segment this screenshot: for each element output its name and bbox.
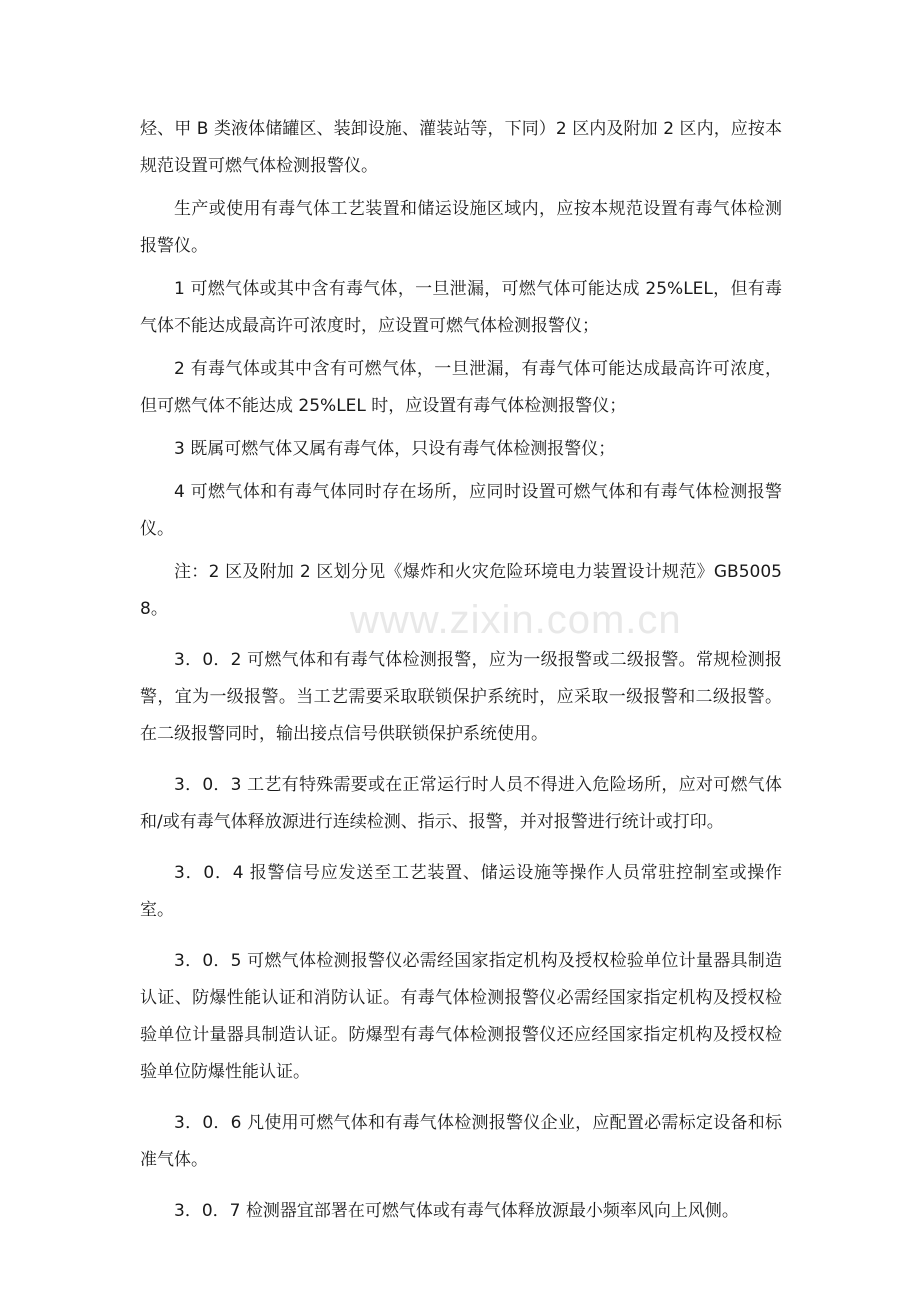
paragraph-item-2: 2 有毒气体或其中含有可燃气体，一旦泄漏，有毒气体可能达成最高许可浓度，但可燃气体不能达成 25%LEL 时，应设置有毒气体检测报警仪； (140, 359, 782, 416)
paragraph-3-0-2: 3．0．2 可燃气体和有毒气体检测报警，应为一级报警或二级报警。常规检测报警，宜为一级报警。当工艺需要采取联锁保护系统时，应采取一级报警和二级报警。在二级报警同时，输出接点信号供联锁保护系统使用。 (140, 650, 782, 744)
paragraph-3-0-7: 3．0．7 检测器宜部署在可燃气体或有毒气体释放源最小频率风向上风侧。 (174, 1201, 739, 1221)
paragraph-item-4: 4 可燃气体和有毒气体同时存在场所，应同时设置可燃气体和有毒气体检测报警仪。 (140, 482, 782, 539)
paragraph-toxic-gas: 生产或使用有毒气体工艺装置和储运设施区域内，应按本规范设置有毒气体检测报警仪。 (140, 199, 782, 256)
paragraph-note: 注：2 区及附加 2 区划分见《爆炸和火灾危险环境电力装置设计规范》GB50058。 (140, 562, 782, 619)
paragraph-3-0-6: 3．0．6 凡使用可燃气体和有毒气体检测报警仪企业，应配置必需标定设备和标准气体。 (140, 1113, 782, 1170)
paragraph-3-0-4: 3．0．4 报警信号应发送至工艺装置、储运设施等操作人员常驻控制室或操作室。 (140, 863, 782, 920)
paragraph-item-3: 3 既属可燃气体又属有毒气体，只设有毒气体检测报警仪； (174, 439, 616, 459)
paragraph-item-1: 1 可燃气体或其中含有毒气体，一旦泄漏，可燃气体可能达成 25%LEL，但有毒气体不能达成最高许可浓度时，应设置可燃气体检测报警仪； (140, 279, 782, 336)
paragraph-continuation: 烃、甲 B 类液体储罐区、装卸设施、灌装站等，下同）2 区内及附加 2 区内，应按本规范设置可燃气体检测报警仪。 (140, 119, 782, 176)
watermark: www.zixin.com.cn (350, 598, 682, 642)
document-body (140, 111, 782, 1230)
paragraph-3-0-3: 3．0．3 工艺有特殊需要或在正常运行时人员不得进入危险场所，应对可燃气体和/或有毒气体释放源进行连续检测、指示、报警，并对报警进行统计或打印。 (140, 775, 782, 832)
paragraph-3-0-5: 3．0．5 可燃气体检测报警仪必需经国家指定机构及授权检验单位计量器具制造认证、防爆性能认证和消防认证。有毒气体检测报警仪必需经国家指定机构及授权检验单位计量器具制造认证。防爆型有毒气体检测报警仪还应经国家指定机构及授权检验单位防爆性能认证。 (140, 951, 782, 1082)
